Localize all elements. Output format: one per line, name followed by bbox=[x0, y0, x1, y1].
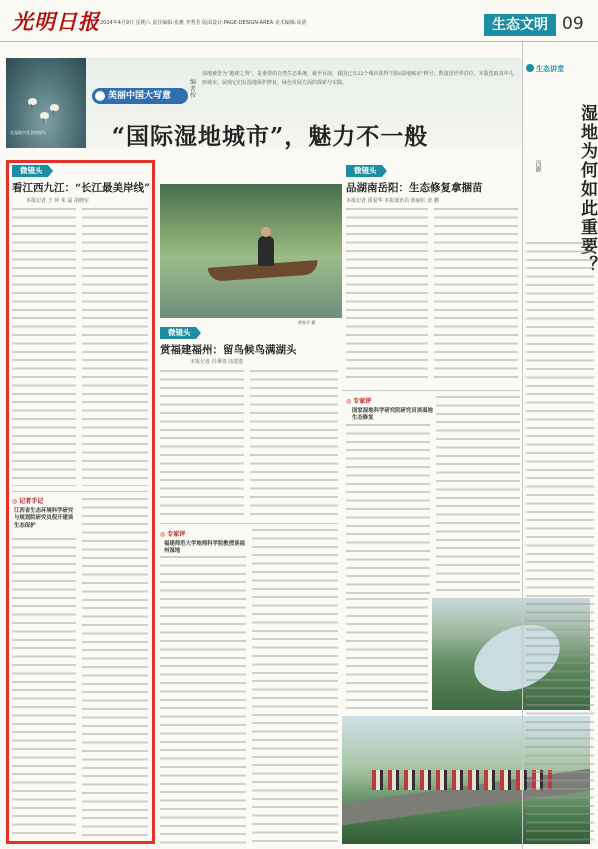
article-title: 品湖南岳阳：生态修复拿捆苗 bbox=[346, 182, 483, 194]
box-title: 江西省生态环境科学研究与规划院研究员倪开建谈生态保护 bbox=[14, 508, 74, 529]
article-body-column bbox=[82, 208, 148, 486]
sidebar-column bbox=[522, 42, 598, 849]
article-body-column bbox=[346, 208, 428, 384]
article-kicker: 微镜头 bbox=[346, 165, 382, 177]
article-body-column bbox=[252, 529, 338, 844]
editor-note-label: 编者按 bbox=[190, 79, 197, 100]
photo-credit: 黄家平 摄 bbox=[298, 320, 316, 325]
article-body-column bbox=[82, 498, 148, 838]
sidebar-badge-label: 生态讲堂 bbox=[536, 65, 564, 73]
box-title: 国家湿地科学研究院研究员谈湿地生态修复 bbox=[352, 408, 433, 422]
article-body-column bbox=[160, 370, 244, 518]
sidebar-badge bbox=[526, 64, 564, 74]
article-body-column bbox=[250, 370, 338, 518]
sidebar-author: 冯源 bbox=[534, 160, 541, 172]
article-byline: 本报记者 王 萍 朱 磊 胡晓军 bbox=[26, 198, 89, 204]
divider bbox=[342, 390, 520, 391]
boat-photo bbox=[160, 184, 342, 318]
sidebar-title: 湿地为何如此重要？ bbox=[577, 104, 597, 275]
box-label: ◎ 专家评 bbox=[346, 396, 371, 405]
box-label: ◎ 记者手记 bbox=[12, 496, 43, 505]
box-title: 福建师范大学地理科学院教授谈福州湿地 bbox=[164, 541, 245, 555]
article-byline: 本报记者 禹爱华 本报通讯员 陈丽红 张 鹏 bbox=[346, 198, 439, 204]
editor-note: 湿地被誉为“地球之肾”，是重要的自然生态系统。截至目前，我国已有22个城市获得“国际湿地城市”称号，数量居世界首位。本版选取其中几座城市，展现它们在湿地保护修复、绿色发展方面的探索与实践。 bbox=[202, 71, 514, 86]
boatman-figure bbox=[258, 236, 274, 266]
article-kicker: 微镜头 bbox=[160, 327, 196, 339]
box-label: ◎ 专家评 bbox=[160, 529, 185, 538]
article-title: 看江西九江：“长江最美岸线” bbox=[12, 182, 151, 194]
series-title: 美丽中国大写意 bbox=[108, 91, 172, 101]
article-byline: 本报记者 冯秉夷 高建进 bbox=[190, 359, 244, 365]
article-body-column bbox=[12, 538, 76, 838]
article-body-column bbox=[434, 208, 518, 384]
section-title: 生态文明 bbox=[484, 14, 556, 36]
photo-caption: 在湿地中觅食的候鸟 bbox=[10, 130, 46, 135]
divider bbox=[12, 491, 148, 492]
article-body-column bbox=[436, 396, 520, 594]
issue-meta: 2024年4月9日 星期六 责任编辑:张雅 李秀芳 版面设计:PAGE-DESIGN-AREA 美术编辑:高倩 bbox=[100, 20, 307, 26]
page-number: 09 bbox=[562, 14, 584, 34]
sidebar-body bbox=[526, 242, 594, 842]
article-title: 赏福建福州：留鸟候鸟满湖头 bbox=[160, 344, 297, 356]
series-badge bbox=[92, 88, 188, 104]
article-body-column bbox=[160, 556, 246, 844]
masthead bbox=[0, 0, 598, 42]
leaf-icon bbox=[526, 64, 534, 72]
divider bbox=[160, 523, 338, 524]
newspaper-logo: 光明日报 bbox=[12, 9, 100, 34]
bird-icon bbox=[50, 104, 59, 111]
page-headline: “国际湿地城市”，魅力不一般 bbox=[111, 123, 429, 150]
series-logo-icon bbox=[95, 91, 105, 101]
bird-icon bbox=[28, 98, 37, 105]
article-kicker: 微镜头 bbox=[12, 165, 48, 177]
article-body-column bbox=[346, 424, 430, 594]
article-body-column bbox=[346, 598, 428, 710]
article-body-column bbox=[12, 208, 76, 486]
